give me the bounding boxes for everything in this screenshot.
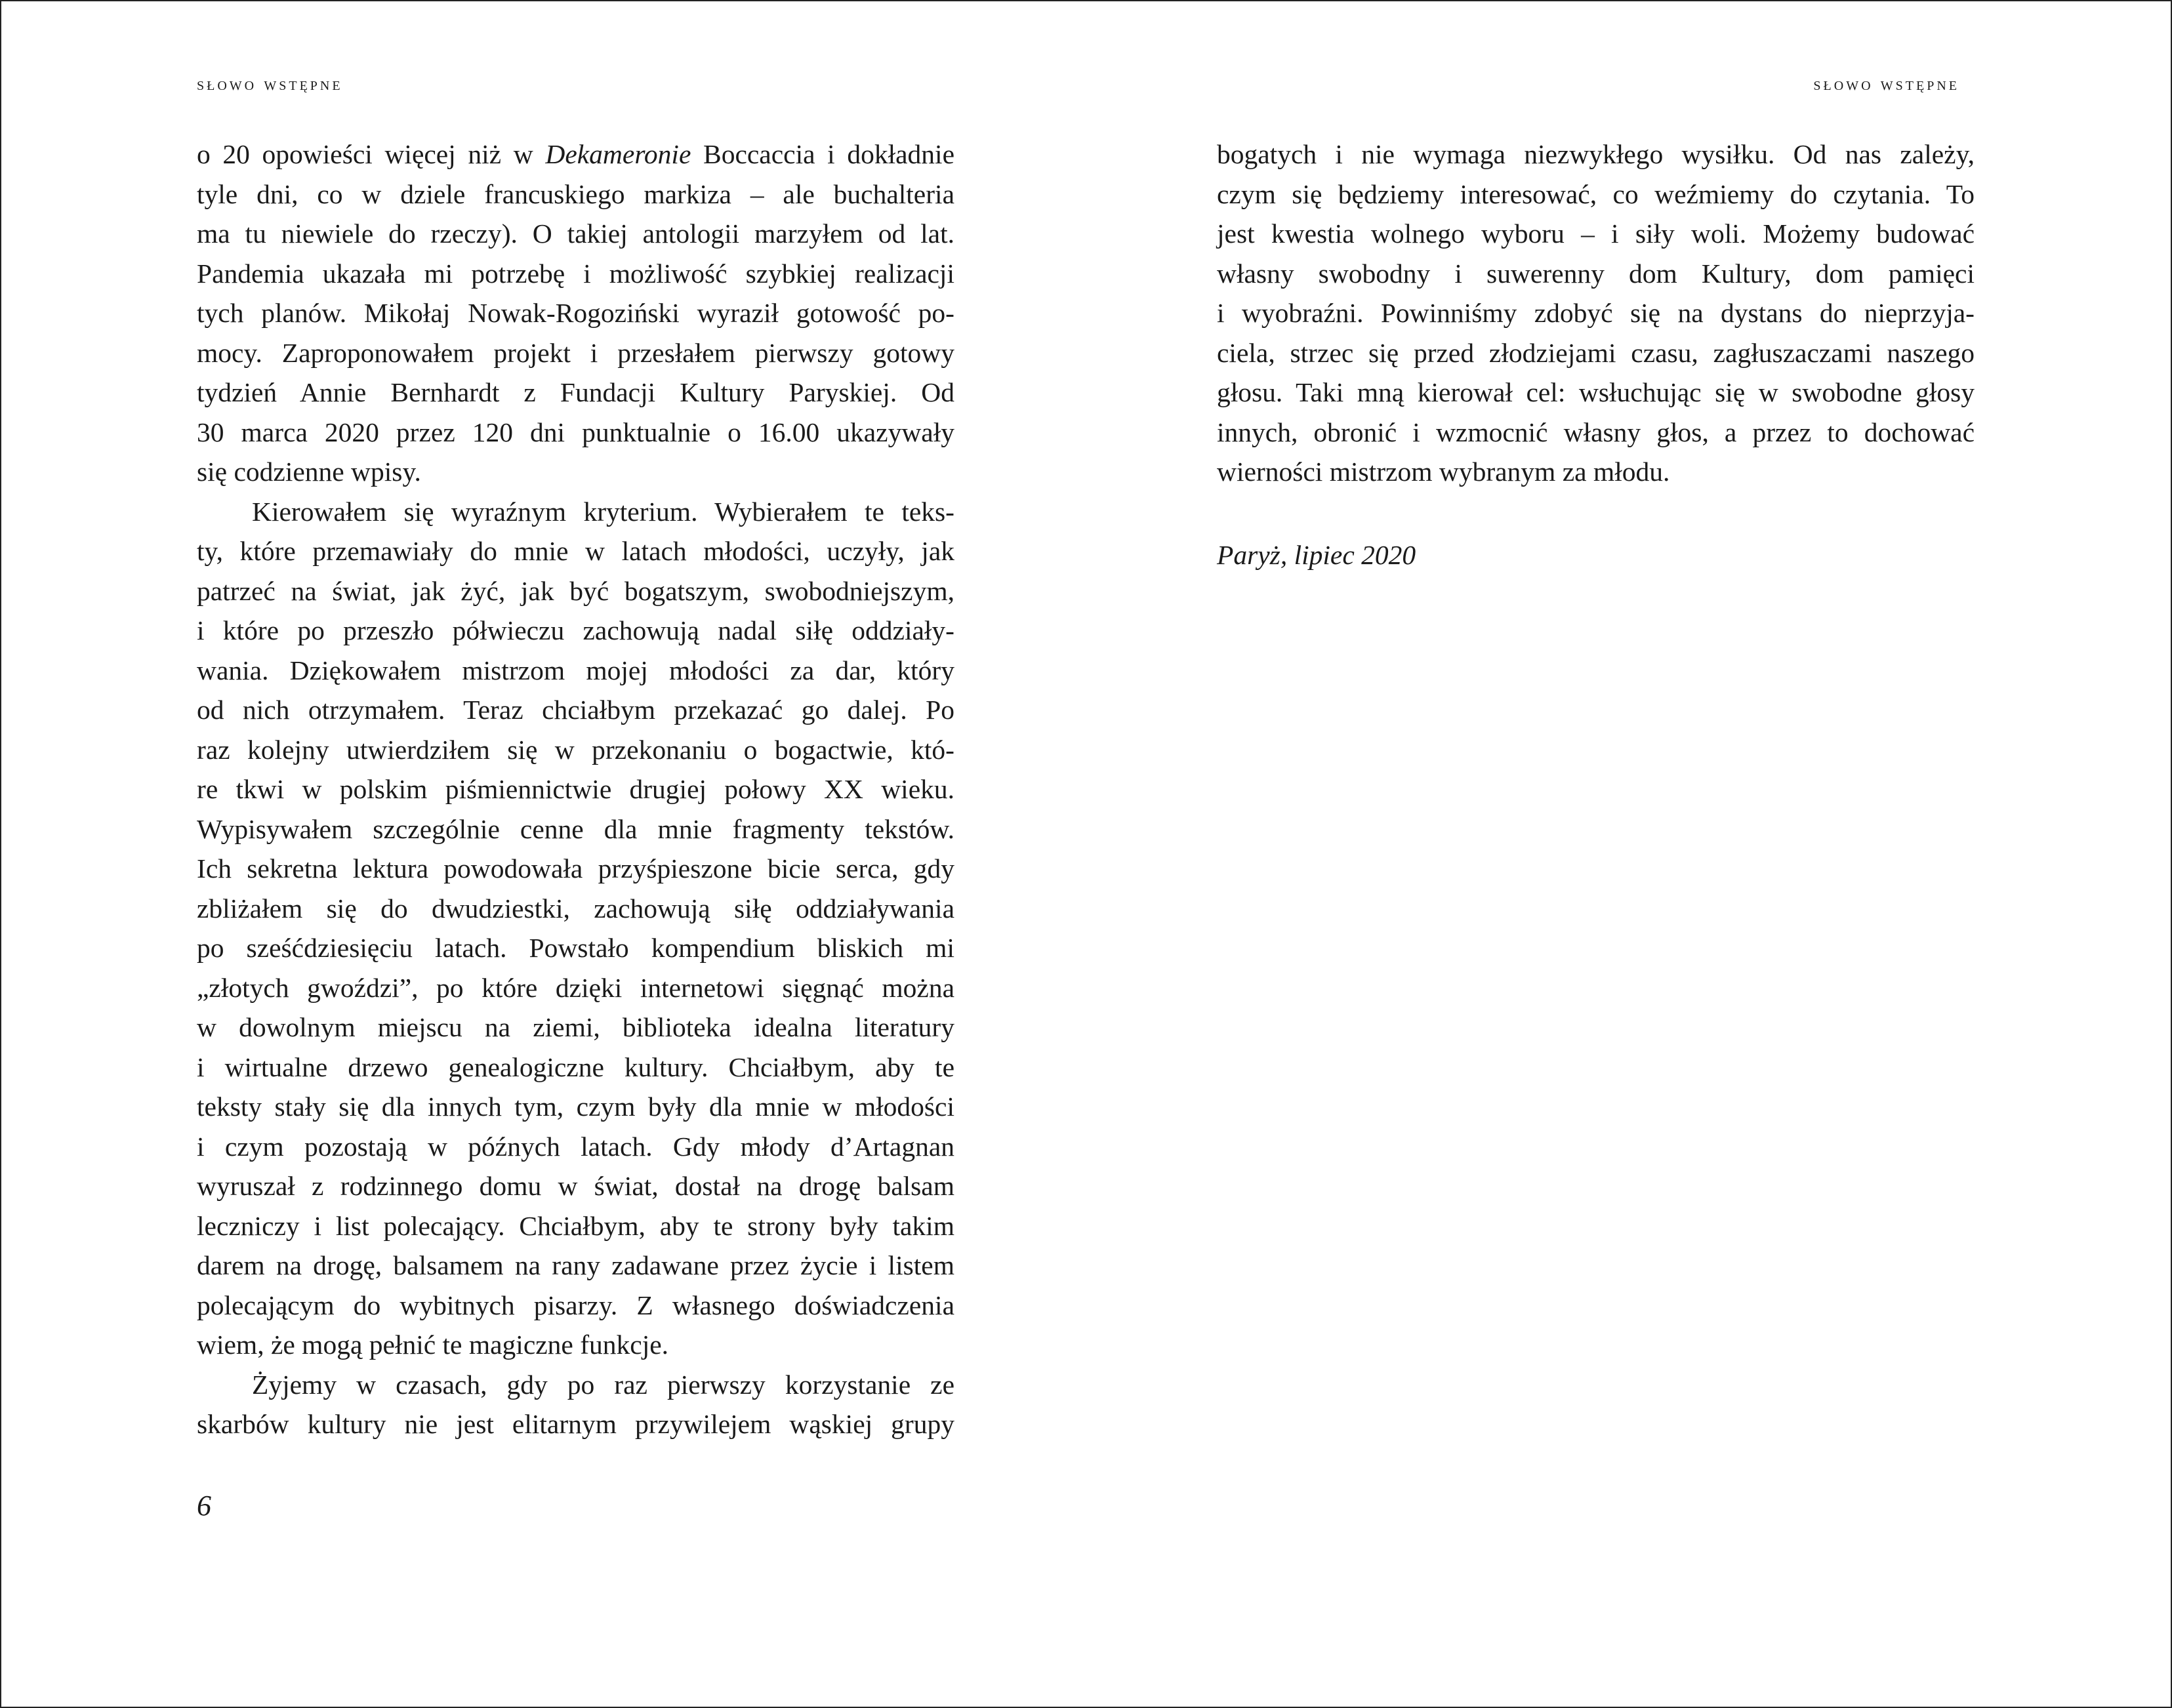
text-line: Pandemia ukazała mi potrzebę i możliwość szybkiej realizacji (197, 258, 954, 289)
text-line: wyruszał z rodzinnego domu w świat, dostał na drogę balsam (197, 1171, 954, 1201)
text-line: teksty stały się dla innych tym, czym były dla mnie w młodości (197, 1091, 954, 1122)
text-line: i czym pozostają w późnych latach. Gdy młody d’Artagnan (197, 1131, 954, 1162)
left-text-block (197, 134, 954, 1444)
text-line: i wyobraźni. Powinniśmy zdobyć się na dystans do nieprzyja- (1217, 298, 1975, 328)
text-line: innych, obronić i wzmocnić własny głos, a przez to dochować (1217, 417, 1975, 447)
text-line: bogatych i nie wymaga niezwykłego wysiłku. Od nas zależy, (1217, 139, 1975, 169)
right-page (1086, 0, 2171, 1705)
text-line: „złotych gwoździ”, po które dzięki internetowi sięgnąć można (197, 972, 954, 1003)
text-line: czym się będziemy interesować, co weźmiemy do czytania. To (1217, 178, 1975, 209)
place-date-signature: Paryż, lipiec 2020 (1217, 540, 1416, 570)
text-line: głosu. Taki mną kierował cel: wsłuchując się w swobodne głosy (1217, 377, 1975, 407)
text-line: jest kwestia wolnego wyboru – i siły woli. Możemy budować (1217, 218, 1975, 249)
text-line: Żyjemy w czasach, gdy po raz pierwszy korzystanie ze (252, 1369, 954, 1400)
right-running-head: słowo wstępne (1813, 73, 1959, 94)
text-line: ciela, strzec się przed złodziejami czasu, zagłuszaczami naszego (1217, 337, 1975, 368)
text-line: wania. Dziękowałem mistrzom mojej młodości za dar, który (197, 655, 954, 685)
left-running-head: słowo wstępne (197, 73, 343, 94)
right-text-block (1217, 134, 1975, 492)
text-line: tych planów. Mikołaj Nowak-Rogoziński wyraził gotowość po- (197, 298, 954, 328)
text-line: patrzeć na świat, jak żyć, jak być bogatszym, swobodniejszym, (197, 575, 954, 606)
text-line: Wypisywałem szczególnie cenne dla mnie fragmenty tekstów. (197, 813, 954, 844)
text-line: zbliżałem się do dwudziestki, zachowują siłę oddziaływania (197, 893, 954, 924)
text-line: polecającym do wybitnych pisarzy. Z własnego doświadczenia (197, 1290, 954, 1320)
page-number: 6 (197, 1490, 211, 1522)
text-line: i które po przeszło półwieczu zachowują nadal siłę oddziały- (197, 615, 954, 645)
text-line: się codzienne wpisy. (197, 457, 421, 487)
text-line: tyle dni, co w dziele francuskiego markiza – ale buchalteria (197, 178, 954, 209)
text-line: ma tu niewiele do rzeczy). O takiej antologii marzyłem od lat. (197, 218, 954, 249)
text-line: ty, które przemawiały do mnie w latach młodości, uczyły, jak (197, 536, 954, 566)
text-line: 30 marca 2020 przez 120 dni punktualnie o 16.00 ukazywały (197, 417, 954, 447)
text-line: mocy. Zaproponowałem projekt i przesłałem pierwszy gotowy (197, 337, 954, 368)
left-page (0, 0, 1086, 1705)
text-line: wiem, że mogą pełnić te magiczne funkcje. (197, 1330, 669, 1360)
text-line: od nich otrzymałem. Teraz chciałbym przekazać go dalej. Po (197, 695, 954, 725)
text-line: Kierowałem się wyraźnym kryterium. Wybierałem te teks- (252, 496, 954, 527)
text-line: i wirtualne drzewo genealogiczne kultury. Chciałbym, aby te (197, 1051, 954, 1082)
text-line: własny swobodny i suwerenny dom Kultury, dom pamięci (1217, 258, 1975, 289)
text-line: w dowolnym miejscu na ziemi, biblioteka idealna literatury (197, 1012, 954, 1042)
text-line: re tkwi w polskim piśmiennictwie drugiej połowy XX wieku. (197, 774, 954, 804)
text-line: raz kolejny utwierdziłem się w przekonaniu o bogactwie, któ- (197, 734, 954, 765)
text-line: wierności mistrzom wybranym za młodu. (1217, 457, 1670, 487)
text-line: tydzień Annie Bernhardt z Fundacji Kultury Paryskiej. Od (197, 377, 954, 407)
text-line: darem na drogę, balsamem na rany zadawane przez życie i listem (197, 1250, 954, 1280)
text-line: o 20 opowieści więcej niż w Dekameronie Boccaccia i dokładnie (197, 139, 954, 169)
text-line: Ich sekretna lektura powodowała przyśpieszone bicie serca, gdy (197, 853, 954, 884)
book-title: Dekameronie (545, 139, 691, 169)
text-line: po sześćdziesięciu latach. Powstało kompendium bliskich mi (197, 933, 954, 963)
text-line: leczniczy i list polecający. Chciałbym, aby te strony były takim (197, 1210, 954, 1241)
text-line: skarbów kultury nie jest elitarnym przywilejem wąskiej grupy (197, 1409, 954, 1439)
